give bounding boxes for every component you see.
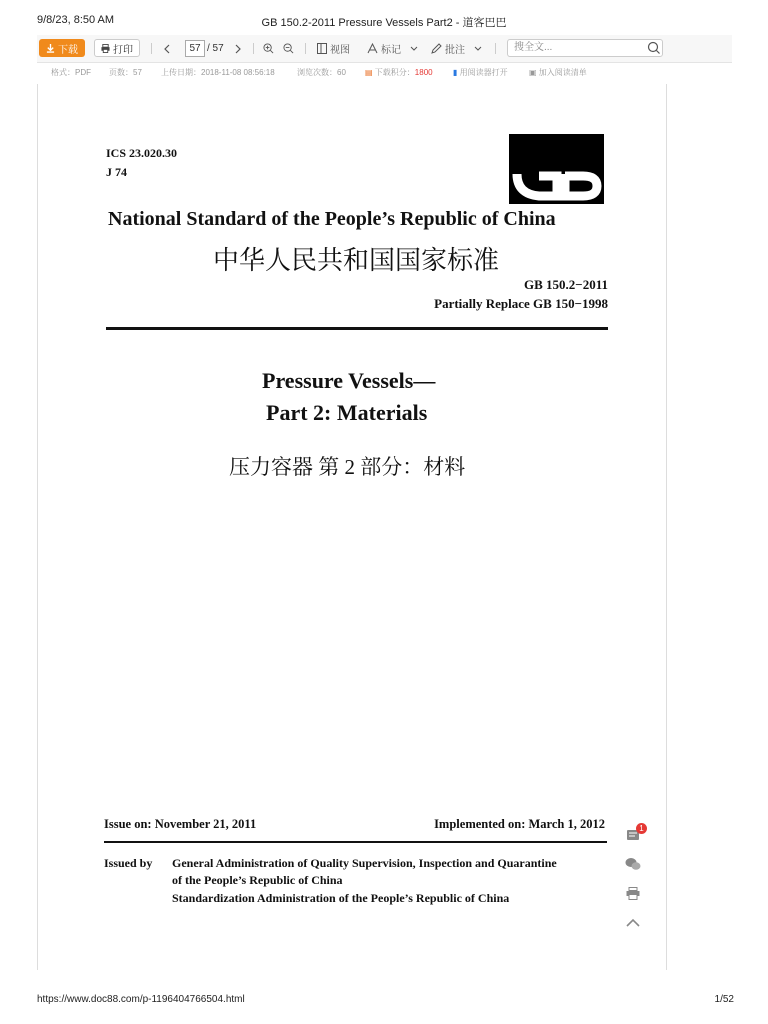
view-icon [317,43,327,54]
j-code: J 74 [106,165,127,179]
zoom-in-button[interactable] [263,40,274,57]
mark-label: 标记 [381,45,401,56]
points-label: 下载积分： [374,68,415,77]
search-icon[interactable] [647,41,661,55]
chevron-down-icon [410,46,418,52]
standard-code: GB 150.2−2011 [524,277,608,292]
info-points [365,63,433,83]
implemented-date: Implemented on: March 1, 2012 [434,817,605,831]
pen-icon [431,43,442,54]
issue-date: Issue on: November 21, 2011 [104,817,257,831]
issuer2: Standardization Administration of the People’s Republic of China [172,891,510,905]
list-icon: ▣ [529,68,537,77]
prev-page-button[interactable] [163,40,170,57]
next-page-button[interactable] [235,40,242,57]
viewer-toolbar [37,35,732,63]
text-mark-icon [367,43,378,54]
annotate-label: 批注 [445,45,465,56]
download-icon [46,44,55,53]
chevron-left-icon [163,44,170,54]
view-label: 视图 [330,45,350,56]
search-input[interactable]: 搜全文... [507,39,663,57]
download-button[interactable] [39,39,85,57]
reader-icon: ▮ [453,68,458,77]
add-to-reading-list-label: 加入阅读清单 [538,68,587,77]
chevron-up-icon [626,918,640,927]
footer-rule [104,841,607,843]
subtitle-chinese: 压力容器 第 2 部分：材料 [229,455,466,479]
info-views: 浏览次数：60 [297,68,346,77]
page-number-input[interactable]: 57 [185,40,205,57]
subtitle-line1: Pressure Vessels— [262,368,436,393]
page-total: / 57 [207,43,224,54]
points-icon: ▤ [365,68,373,77]
chevron-right-icon [235,44,242,54]
print-page-title: GB 150.2-2011 Pressure Vessels Part2 - 道客巴巴 [261,17,507,29]
print-side-button[interactable] [622,882,644,904]
footer-url: https://www.doc88.com/p-1196404766504.html [37,994,245,1005]
info-format: 格式：PDF [51,68,91,77]
open-in-reader-link[interactable] [453,63,508,83]
points-value: 1800 [414,68,433,77]
chevron-down-icon [474,46,482,52]
printer-icon [626,887,640,900]
notification-badge: 1 [636,823,647,834]
download-label: 下载 [58,44,78,56]
wechat-icon [625,857,641,871]
zoom-in-icon [263,43,274,54]
add-to-reading-list-link[interactable] [529,63,587,83]
gb-logo-mark [509,134,604,204]
title-chinese: 中华人民共和国国家标准 [213,246,500,275]
info-pages: 页数：57 [109,68,142,77]
zoom-out-icon [283,43,294,54]
print-button[interactable] [94,39,140,57]
printer-icon [101,44,110,53]
issuer-line1: General Administration of Quality Supervision, Inspection and Quarantine [172,856,557,870]
document-info-bar [37,63,732,83]
issued-by-label: Issued by [104,856,153,870]
zoom-out-button[interactable] [283,40,294,57]
ics-code: ICS 23.020.30 [106,146,178,160]
open-in-reader-label: 用阅读器打开 [459,68,508,77]
replace-note: Partially Replace GB 150−1998 [434,296,608,311]
gb-logo [509,134,604,204]
back-to-top-button[interactable] [622,911,644,933]
footer-page-number: 1/52 [714,994,734,1005]
annotate-button[interactable] [431,40,482,57]
view-button[interactable] [317,40,350,57]
mark-button[interactable] [367,40,418,57]
subtitle-line2: Part 2: Materials [266,400,428,425]
issuer-line2: of the People’s Republic of China [172,873,343,887]
header-rule [106,327,608,330]
wechat-share-button[interactable] [622,853,644,875]
print-datetime: 9/8/23, 8:50 AM [37,14,115,26]
info-upload-date: 上传日期：2018-11-08 08:56:18 [161,68,275,77]
title-english: National Standard of the People’s Republic of China [108,208,556,230]
print-label: 打印 [113,44,133,56]
